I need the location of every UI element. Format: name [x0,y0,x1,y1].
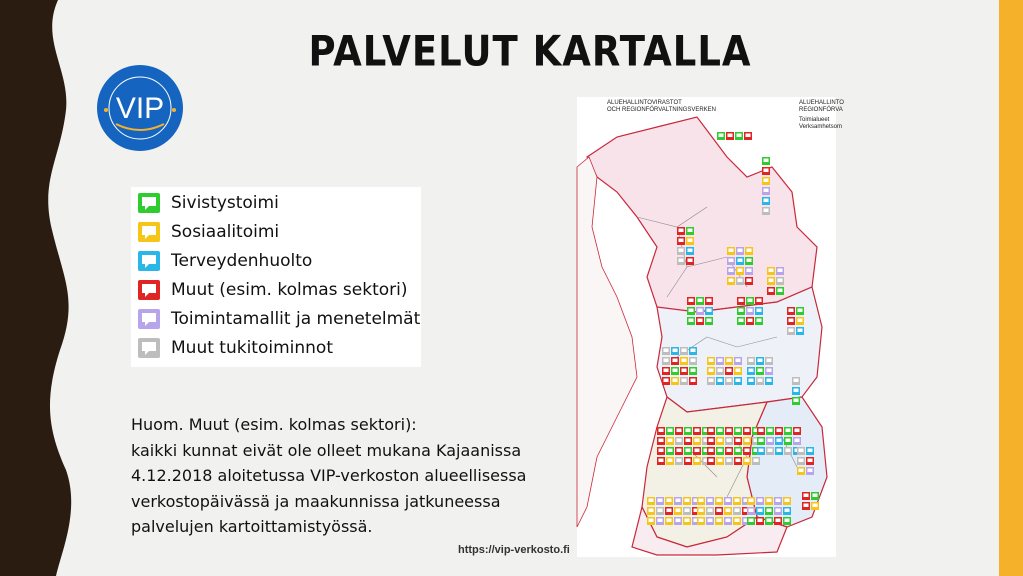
service-marker-inner [747,249,752,253]
note-line: Huom. Muut (esim. kolmas sektori): [131,415,417,434]
service-marker-inner [757,319,762,323]
service-marker-inner [769,269,774,273]
service-marker-inner [664,369,669,373]
speech-bubble-icon [138,309,160,329]
legend-label: Muut (esim. kolmas sektori) [171,279,408,300]
service-marker-inner [758,499,763,503]
service-marker-inner [768,429,773,433]
legend-label: Terveydenhuolto [171,250,313,271]
service-marker-inner [707,319,712,323]
service-marker-inner [708,499,713,503]
map-header-line: ALUEHALLINTOVIRASTOT [607,100,682,106]
service-marker-inner [686,449,691,453]
service-marker-inner [673,379,678,383]
service-marker-inner [747,259,752,263]
service-marker-inner [736,459,741,463]
service-marker-inner [685,499,690,503]
service-marker-inner [736,439,741,443]
service-marker-inner [794,399,799,403]
service-marker-inner [728,134,733,138]
legend-item [138,275,421,304]
service-marker-inner [804,494,809,498]
service-marker-inner [736,379,741,383]
service-marker-inner [747,279,752,283]
service-marker-inner [735,519,740,523]
service-marker-inner [808,449,813,453]
service-marker-inner [677,439,682,443]
left-wave-decoration [0,0,90,576]
service-marker-inner [689,309,694,313]
legend-label: Sivistystoimi [171,192,279,213]
service-marker-inner [764,169,769,173]
right-accent-bar [999,0,1023,576]
service-marker-inner [686,459,691,463]
svg-text:VIP: VIP [115,92,165,125]
service-marker-inner [758,369,763,373]
service-marker-inner [667,519,672,523]
service-marker-inner [767,369,772,373]
note-text [131,412,551,540]
service-marker-inner [691,359,696,363]
service-marker-inner [698,309,703,313]
service-marker-inner [764,189,769,193]
speech-bubble-icon [138,251,160,271]
service-marker-inner [768,439,773,443]
service-marker-inner [757,309,762,313]
service-marker-inner [768,449,773,453]
service-marker-inner [695,439,700,443]
service-marker-inner [799,449,804,453]
service-marker-inner [769,289,774,293]
service-marker-inner [679,259,684,263]
service-marker-inner [749,369,754,373]
vip-logo [96,64,184,152]
service-marker-inner [685,509,690,513]
service-marker-inner [719,134,724,138]
service-marker-inner [789,309,794,313]
service-marker-inner [709,449,714,453]
service-marker-inner [739,319,744,323]
service-marker-inner [682,379,687,383]
service-marker-inner [745,449,750,453]
service-marker-inner [686,429,691,433]
service-marker-inner [664,349,669,353]
service-marker-inner [764,199,769,203]
service-marker-inner [795,429,800,433]
service-marker-inner [718,379,723,383]
service-marker-inner [786,449,791,453]
service-marker-inner [685,519,690,523]
service-marker-inner [691,349,696,353]
service-marker-inner [739,309,744,313]
service-marker-inner [777,449,782,453]
service-marker-inner [664,379,669,383]
service-marker-inner [667,509,672,513]
service-marker-inner [726,519,731,523]
service-marker-inner [667,499,672,503]
service-marker-inner [749,509,754,513]
service-marker-inner [709,429,714,433]
service-marker-inner [698,299,703,303]
service-marker-inner [799,469,804,473]
service-marker-inner [764,209,769,213]
service-marker-inner [707,309,712,313]
service-marker-inner [717,509,722,513]
service-marker-inner [709,439,714,443]
service-marker-inner [695,449,700,453]
service-marker-inner [738,249,743,253]
service-marker-inner [786,439,791,443]
service-marker-inner [699,499,704,503]
service-marker-inner [676,499,681,503]
legend-item [138,246,421,275]
service-marker-inner [758,509,763,513]
service-marker-inner [778,269,783,273]
service-marker-inner [676,509,681,513]
service-marker-inner [748,319,753,323]
service-marker-inner [659,459,664,463]
service-marker-inner [749,499,754,503]
service-marker-inner [767,499,772,503]
service-marker-inner [749,359,754,363]
service-marker-inner [679,239,684,243]
service-marker-inner [658,519,663,523]
service-marker-inner [729,279,734,283]
service-marker-inner [658,499,663,503]
note-line: 4.12.2018 aloitetussa VIP-verkoston alueellisessa [131,466,527,485]
service-marker-inner [682,369,687,373]
legend-item [138,188,421,217]
service-marker-inner [679,229,684,233]
service-marker-inner [727,449,732,453]
map-canvas [577,97,836,557]
service-marker-inner [673,369,678,373]
service-marker-inner [776,509,781,513]
finland-services-map [577,97,844,557]
service-marker-inner [691,369,696,373]
service-marker-inner [749,379,754,383]
service-marker-inner [754,459,759,463]
legend-item [138,217,421,246]
service-marker-inner [659,429,664,433]
service-marker-inner [677,459,682,463]
service-marker-inner [718,429,723,433]
service-marker-inner [748,299,753,303]
service-marker-inner [649,519,654,523]
service-marker-inner [757,299,762,303]
service-marker-inner [795,439,800,443]
map-legend [131,187,421,367]
service-marker-inner [718,459,723,463]
service-marker-inner [747,269,752,273]
service-marker-inner [758,379,763,383]
service-marker-inner [727,379,732,383]
service-marker-inner [659,439,664,443]
legend-item [138,304,421,333]
legend-item [138,333,421,362]
service-marker-inner [688,259,693,263]
note-line: kaikki kunnat eivät ole olleet mukana Kajaanissa [131,440,522,460]
service-marker-inner [767,359,772,363]
service-marker-inner [649,509,654,513]
map-header-line: Toimialueet [799,117,830,123]
service-marker-inner [785,499,790,503]
service-marker-inner [668,439,673,443]
service-marker-inner [668,429,673,433]
service-marker-inner [767,509,772,513]
service-marker-inner [758,359,763,363]
service-marker-inner [789,329,794,333]
service-marker-inner [709,459,714,463]
service-marker-inner [798,309,803,313]
legend-label: Muut tukitoiminnot [171,337,333,358]
service-marker-inner [786,429,791,433]
service-marker-inner [689,299,694,303]
service-marker-inner [729,269,734,273]
service-marker-inner [659,449,664,453]
legend-label: Sosiaalitoimi [171,221,280,242]
service-marker-inner [709,379,714,383]
service-marker-inner [676,519,681,523]
service-marker-inner [727,359,732,363]
service-marker-inner [709,369,714,373]
website-url[interactable]: https://vip-verkosto.fi [458,544,570,556]
note-line: palvelujen kartoittamistyössä. [131,517,373,536]
service-marker-inner [813,494,818,498]
service-marker-inner [726,509,731,513]
service-marker-inner [764,159,769,163]
service-marker-inner [804,504,809,508]
service-marker-inner [735,499,740,503]
service-marker-inner [749,519,754,523]
service-marker-inner [677,449,682,453]
service-marker-inner [738,269,743,273]
service-marker-inner [658,509,663,513]
sweden-border [577,157,637,527]
service-marker-inner [698,319,703,323]
service-marker-inner [699,509,704,513]
service-marker-inner [679,249,684,253]
service-marker-inner [813,504,818,508]
service-marker-inner [769,279,774,283]
service-marker-inner [729,259,734,263]
service-marker-inner [778,289,783,293]
service-marker-inner [736,449,741,453]
service-marker-inner [808,459,813,463]
service-marker-inner [695,429,700,433]
service-marker-inner [798,319,803,323]
service-marker-inner [726,499,731,503]
map-header-line: OCH REGIONFÖRVALTNINGSVERKEN [607,107,717,113]
service-marker-inner [727,429,732,433]
service-marker-inner [738,279,743,283]
note-line: verkostopäivässä ja maakunnissa jatkuneessa [131,491,501,511]
service-marker-inner [735,509,740,513]
service-marker-inner [718,359,723,363]
service-marker-inner [745,439,750,443]
service-marker-inner [736,429,741,433]
service-marker-inner [767,379,772,383]
service-marker-inner [689,319,694,323]
service-marker-inner [748,309,753,313]
service-marker-inner [718,449,723,453]
service-marker-inner [718,369,723,373]
service-marker-inner [736,369,741,373]
service-marker-inner [767,519,772,523]
service-marker-inner [798,329,803,333]
service-marker-inner [759,429,764,433]
service-marker-inner [739,299,744,303]
service-marker-inner [717,519,722,523]
service-marker-inner [691,379,696,383]
service-marker-inner [799,459,804,463]
service-marker-inner [746,134,751,138]
service-marker-inner [758,519,763,523]
service-marker-inner [699,519,704,523]
service-marker-inner [718,439,723,443]
service-marker-inner [794,379,799,383]
service-marker-inner [688,249,693,253]
service-marker-inner [785,519,790,523]
slide-title: PALVELUT KARTALLA [308,27,752,76]
service-marker-inner [759,449,764,453]
service-marker-inner [729,249,734,253]
service-marker-inner [682,349,687,353]
service-marker-inner [668,459,673,463]
map-header-line: Verksamhetsom [799,124,843,130]
service-marker-inner [695,459,700,463]
service-marker-inner [745,429,750,433]
service-marker-inner [808,469,813,473]
service-marker-inner [709,359,714,363]
service-marker-inner [707,299,712,303]
map-header-line: REGIONFÖRVA [799,107,843,113]
service-marker-inner [776,519,781,523]
service-marker-inner [708,519,713,523]
service-marker-inner [727,369,732,373]
service-marker-inner [736,359,741,363]
service-marker-inner [688,229,693,233]
speech-bubble-icon [138,193,160,213]
service-marker-inner [738,259,743,263]
service-marker-inner [708,509,713,513]
service-marker-inner [673,359,678,363]
service-marker-inner [727,439,732,443]
service-marker-inner [776,499,781,503]
map-header-line: ALUEHALLINTO [799,100,844,106]
service-marker-inner [686,439,691,443]
service-marker-inner [777,439,782,443]
service-marker-inner [794,389,799,393]
speech-bubble-icon [138,280,160,300]
service-marker-inner [785,509,790,513]
service-marker-inner [764,179,769,183]
service-marker-inner [745,459,750,463]
speech-bubble-icon [138,338,160,358]
service-marker-inner [717,499,722,503]
service-marker-inner [778,279,783,283]
service-marker-inner [677,429,682,433]
service-marker-inner [759,439,764,443]
speech-bubble-icon [138,222,160,242]
legend-label: Toimintamallit ja menetelmät [171,308,421,329]
service-marker-inner [688,239,693,243]
service-marker-inner [737,134,742,138]
service-marker-inner [727,459,732,463]
service-marker-inner [649,499,654,503]
service-marker-inner [664,359,669,363]
service-marker-inner [673,349,678,353]
service-marker-inner [777,429,782,433]
service-marker-inner [668,449,673,453]
service-marker-inner [789,319,794,323]
service-marker-inner [682,359,687,363]
